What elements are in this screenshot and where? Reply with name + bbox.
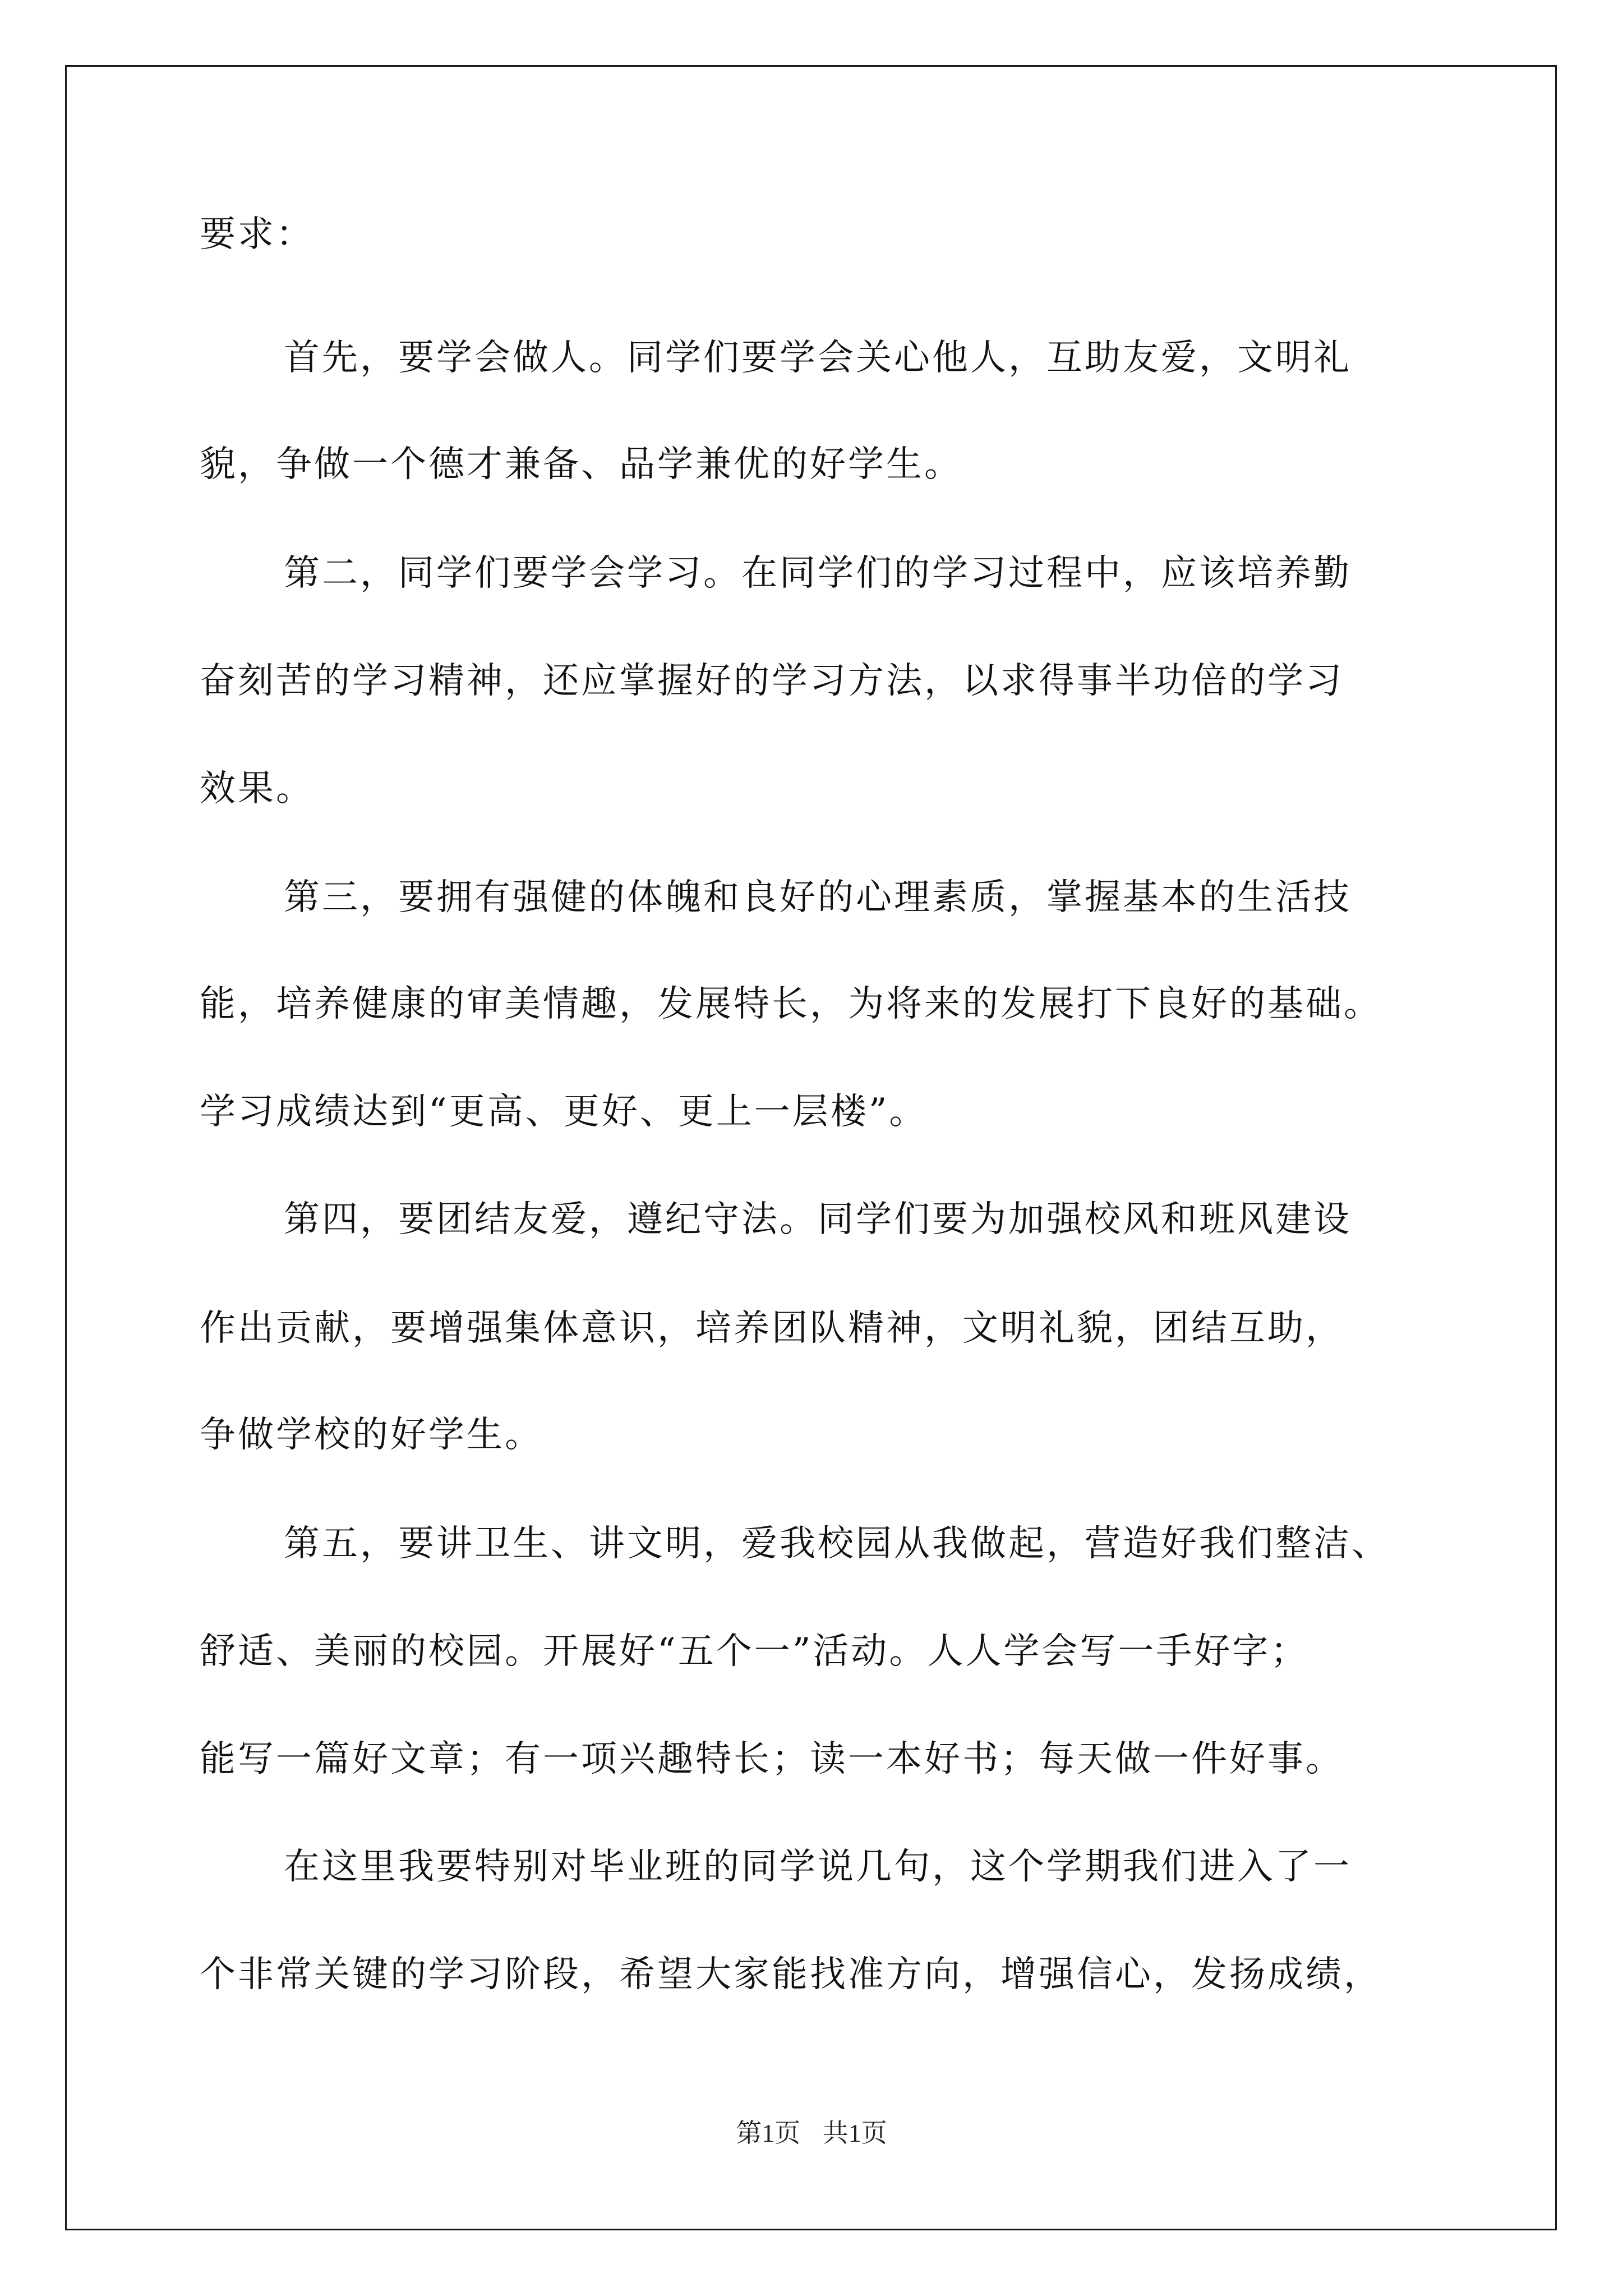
text-line-2: 首先，要学会做人。同学们要学会关心他人，互助友爱，文明礼 — [284, 337, 1352, 379]
text-line-5: 奋刻苦的学习精神，还应掌握好的学习方法，以求得事半功倍的学习 — [200, 660, 1344, 702]
text-line-4: 第二，同学们要学会学习。在同学们的学习过程中，应该培养勤 — [284, 553, 1352, 594]
page-border — [65, 65, 1557, 2230]
text-line-17: 个非常关键的学习阶段，希望大家能找准方向，增强信心，发扬成绩， — [200, 1954, 1382, 1995]
text-line-8: 能，培养健康的审美情趣，发展特长，为将来的发展打下良好的基础。 — [200, 983, 1382, 1025]
text-line-6: 效果。 — [200, 768, 314, 809]
page-number: 第1页 — [736, 2119, 801, 2147]
text-line-16: 在这里我要特别对毕业班的同学说几句，这个学期我们进入了一 — [284, 1846, 1352, 1888]
text-line-12: 争做学校的好学生。 — [200, 1414, 543, 1456]
page-footer — [0, 2120, 1623, 2146]
text-line-10: 第四，要团结友爱，遵纪守法。同学们要为加强校风和班风建设 — [284, 1199, 1352, 1240]
text-line-15: 能写一篇好文章；有一项兴趣特长；读一本好书；每天做一件好事。 — [200, 1738, 1344, 1780]
text-line-9: 学习成绩达到“更高、更好、更上一层楼”。 — [200, 1091, 928, 1133]
text-line-13: 第五，要讲卫生、讲文明，爱我校园从我做起，营造好我们整洁、 — [284, 1523, 1390, 1565]
text-line-1: 要求： — [200, 214, 314, 255]
page-total: 共1页 — [822, 2119, 887, 2147]
text-line-3: 貌，争做一个德才兼备、品学兼优的好学生。 — [200, 444, 962, 485]
text-line-14: 舒适、美丽的校园。开展好“五个一”活动。人人学会写一手好字； — [200, 1631, 1309, 1672]
text-line-11: 作出贡献，要增强集体意识，培养团队精神，文明礼貌，团结互助， — [200, 1308, 1344, 1349]
text-line-7: 第三，要拥有强健的体魄和良好的心理素质，掌握基本的生活技 — [284, 877, 1352, 918]
